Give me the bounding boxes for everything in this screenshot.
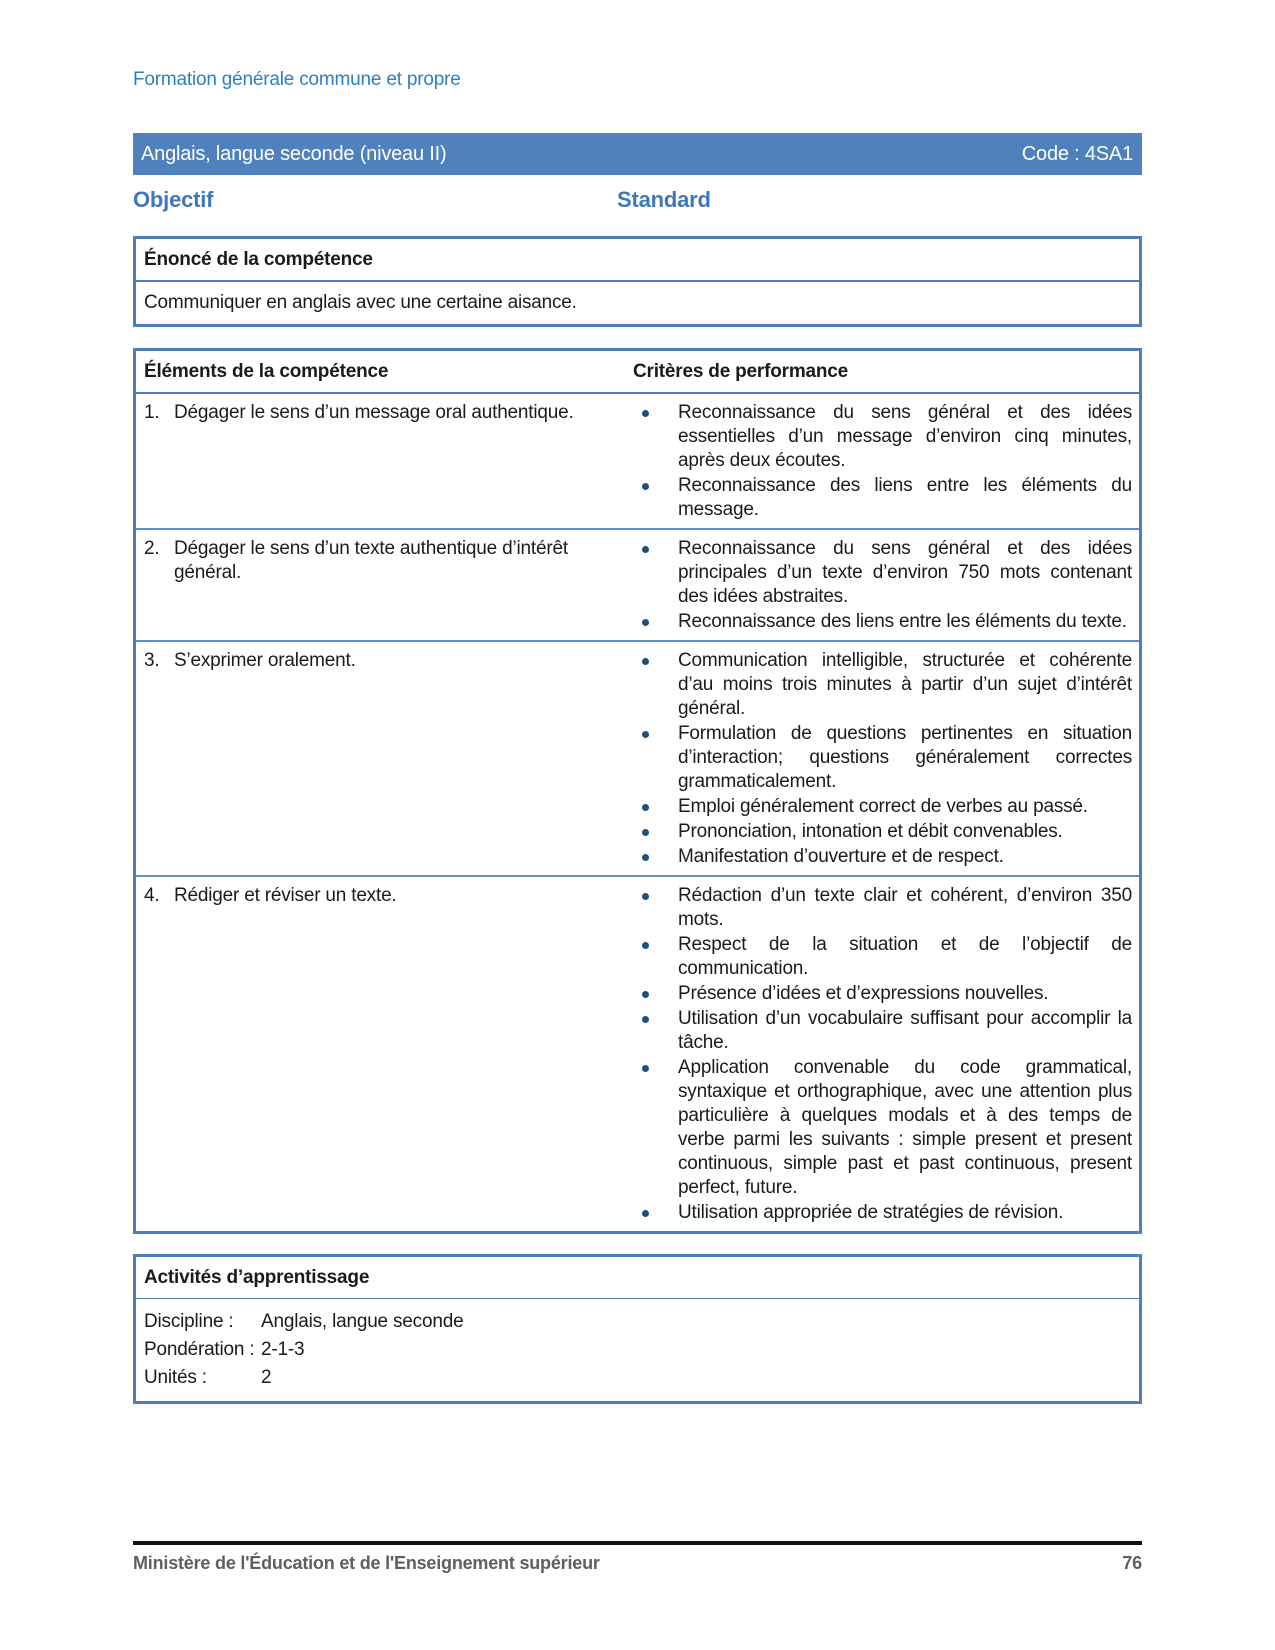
activites-body (136, 1299, 1139, 1401)
criteria-item: Communication intelligible, structurée et cohérente d’au moins trois minutes à partir d’un sujet d’intérêt général. (633, 649, 1132, 721)
criteria-item: Rédaction d’un texte clair et cohérent, d’environ 350 mots. (633, 884, 1132, 932)
enonce-body: Communiquer en anglais avec une certaine aisance. (144, 292, 577, 313)
page-content (133, 0, 1142, 1404)
criteria-item: Prononciation, intonation et débit convenables. (633, 820, 1132, 844)
activites-apprentissage-box (133, 1254, 1142, 1404)
element-text: S’exprimer oralement. (174, 650, 356, 671)
element-text: Rédiger et réviser un texte. (174, 885, 397, 906)
criteria-item: Formulation de questions pertinentes en situation d’interaction; questions généralement correctes grammaticalement. (633, 722, 1132, 794)
table-row (136, 875, 1139, 1231)
activites-row-unites (144, 1364, 1131, 1392)
criteria-item: Respect de la situation et de l’objectif de communication. (633, 933, 1132, 981)
criteria-item: Emploi généralement correct de verbes au passé. (633, 795, 1132, 819)
element-number: 3. (144, 650, 160, 671)
criteres-column-header: Critères de performance (633, 361, 849, 382)
element-cell (136, 401, 633, 523)
element-cell (136, 649, 633, 870)
objectif-heading: Objectif (133, 187, 214, 212)
discipline-value: Anglais, langue seconde (261, 1311, 464, 1332)
criteria-list (633, 884, 1132, 1225)
breadcrumb: Formation générale commune et propre (133, 69, 461, 90)
element-number: 2. (144, 538, 160, 559)
criteria-item: Utilisation d’un vocabulaire suffisant pour accomplir la tâche. (633, 1007, 1132, 1055)
table-row (136, 528, 1139, 640)
unites-label: Unités : (144, 1367, 207, 1388)
ponderation-label: Pondération : (144, 1339, 255, 1360)
criteria-item: Utilisation appropriée de stratégies de révision. (633, 1201, 1132, 1225)
activites-row-ponderation (144, 1336, 1131, 1364)
element-text: Dégager le sens d’un message oral authentique. (174, 402, 574, 423)
criteria-item: Reconnaissance du sens général et des idées essentielles d’un message d’environ cinq minutes, après deux écoutes. (633, 401, 1132, 473)
criteria-item: Manifestation d’ouverture et de respect. (633, 845, 1132, 869)
criteria-item: Reconnaissance du sens général et des idées principales d’un texte d’environ 750 mots contenant des idées abstraites. (633, 537, 1132, 609)
page-number: 76 (1122, 1553, 1142, 1573)
standard-heading: Standard (617, 187, 711, 212)
element-number: 4. (144, 885, 160, 906)
criteria-item: Reconnaissance des liens entre les éléments du message. (633, 474, 1132, 522)
page-footer (133, 1541, 1142, 1575)
criteria-cell (633, 537, 1139, 635)
criteria-item: Reconnaissance des liens entre les éléments du texte. (633, 610, 1132, 634)
element-number: 1. (144, 402, 160, 423)
course-title-bar (133, 133, 1142, 175)
competence-table (133, 348, 1142, 1234)
element-cell (136, 537, 633, 635)
criteria-cell (633, 649, 1139, 870)
activites-row-discipline (144, 1308, 1131, 1336)
enonce-competence-box (133, 236, 1142, 327)
table-row (136, 394, 1139, 528)
objectif-standard-row (133, 188, 1142, 218)
competence-table-header (136, 351, 1139, 394)
criteria-item: Présence d’idées et d’expressions nouvelles. (633, 982, 1132, 1006)
element-cell (136, 884, 633, 1226)
discipline-label: Discipline : (144, 1311, 234, 1332)
criteria-list (633, 537, 1132, 634)
unites-value: 2 (261, 1367, 272, 1388)
criteria-cell (633, 884, 1139, 1226)
elements-column-header: Éléments de la compétence (144, 361, 389, 382)
criteria-list (633, 649, 1132, 869)
element-text: Dégager le sens d’un texte authentique d’intérêt général. (174, 538, 568, 583)
course-title: Anglais, langue seconde (niveau II) (141, 143, 447, 165)
ponderation-value: 2-1-3 (261, 1339, 305, 1360)
activites-header: Activités d’apprentissage (136, 1257, 1139, 1299)
enonce-header: Énoncé de la compétence (136, 239, 1139, 282)
footer-ministry-text: Ministère de l'Éducation et de l'Enseignement supérieur (133, 1553, 600, 1573)
criteria-item: Application convenable du code grammatical, syntaxique et orthographique, avec une attention plus particulière à quelques modals et à des temps de verbe parmi les suivants : simple present et present continuous, simple past et past continuous, present perfect, future. (633, 1056, 1132, 1200)
criteria-cell (633, 401, 1139, 523)
table-row (136, 640, 1139, 875)
criteria-list (633, 401, 1132, 522)
course-code: Code : 4SA1 (1021, 143, 1133, 165)
